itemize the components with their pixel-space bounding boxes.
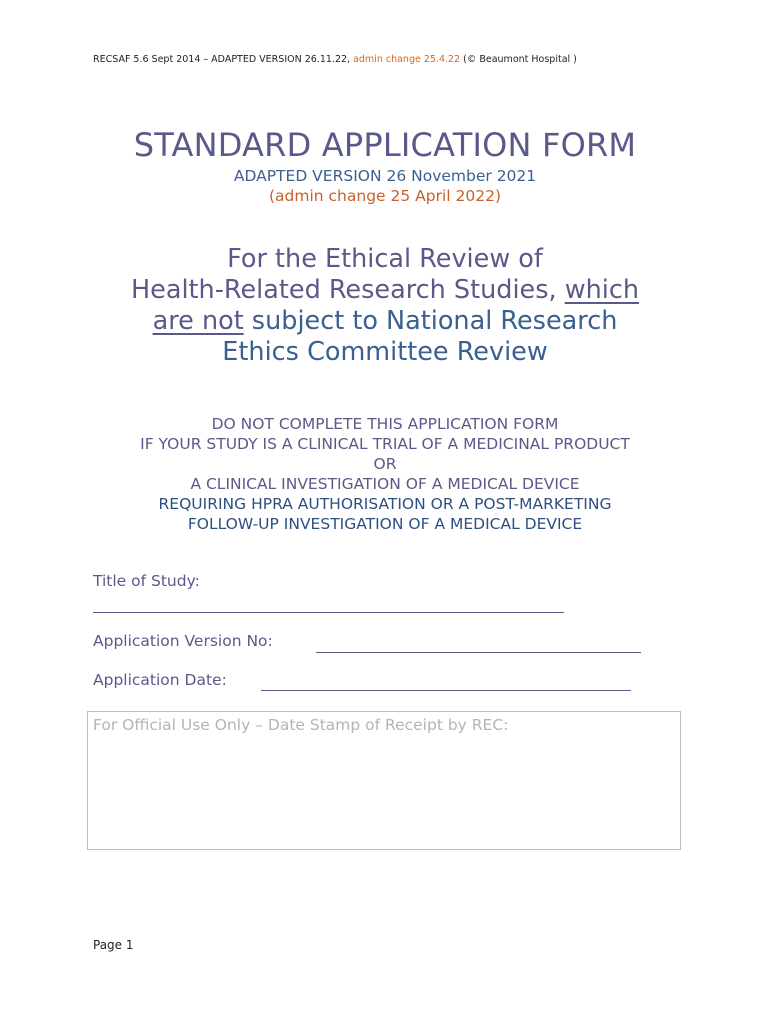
title-of-study-label: Title of Study: xyxy=(93,572,200,590)
heading-emphasis-which: which xyxy=(564,275,640,305)
header-version: RECSAF 5.6 Sept 2014 – ADAPTED VERSION 26.11.22, xyxy=(93,54,354,65)
title-of-study-field[interactable] xyxy=(93,612,564,613)
warning-line-6: FOLLOW-UP INVESTIGATION OF A MEDICAL DEVICE xyxy=(187,515,583,533)
warning-line-4: A CLINICAL INVESTIGATION OF A MEDICAL DEVICE xyxy=(190,475,580,493)
application-date-label: Application Date: xyxy=(93,671,227,689)
heading-line-3 xyxy=(0,306,770,337)
page-number: Page 1 xyxy=(93,938,134,952)
application-version-field[interactable] xyxy=(316,652,641,653)
document-header xyxy=(93,54,577,65)
heading-line-2a: Health-Related Research Studies, xyxy=(130,275,565,305)
heading-line-4: Ethics Committee Review xyxy=(222,337,548,367)
form-version: ADAPTED VERSION 26 November 2021 xyxy=(233,167,537,185)
header-copyright: (© Beaumont Hospital ) xyxy=(460,54,577,65)
form-admin-change: (admin change 25 April 2022) xyxy=(268,187,501,205)
official-use-stamp-box xyxy=(87,711,681,850)
warning-line-3: OR xyxy=(373,455,397,473)
warning-notice xyxy=(0,414,770,534)
heading-line-2 xyxy=(0,275,770,306)
warning-line-1: DO NOT COMPLETE THIS APPLICATION FORM xyxy=(211,415,559,433)
heading-emphasis-are-not: are not xyxy=(152,306,244,336)
official-use-label: For Official Use Only – Date Stamp of Receipt by REC: xyxy=(93,716,509,734)
form-heading xyxy=(0,244,770,368)
heading-line-3b: subject to National Research xyxy=(243,306,618,336)
form-title: STANDARD APPLICATION FORM xyxy=(133,126,637,164)
application-date-field[interactable] xyxy=(261,690,631,691)
heading-line-1: For the Ethical Review of xyxy=(227,244,543,274)
header-admin-change: admin change 25.4.22 xyxy=(353,54,461,65)
warning-line-2: IF YOUR STUDY IS A CLINICAL TRIAL OF A MEDICINAL PRODUCT xyxy=(140,435,630,453)
application-version-label: Application Version No: xyxy=(93,632,273,650)
warning-line-5: REQUIRING HPRA AUTHORISATION OR A POST-MARKETING xyxy=(158,495,612,513)
